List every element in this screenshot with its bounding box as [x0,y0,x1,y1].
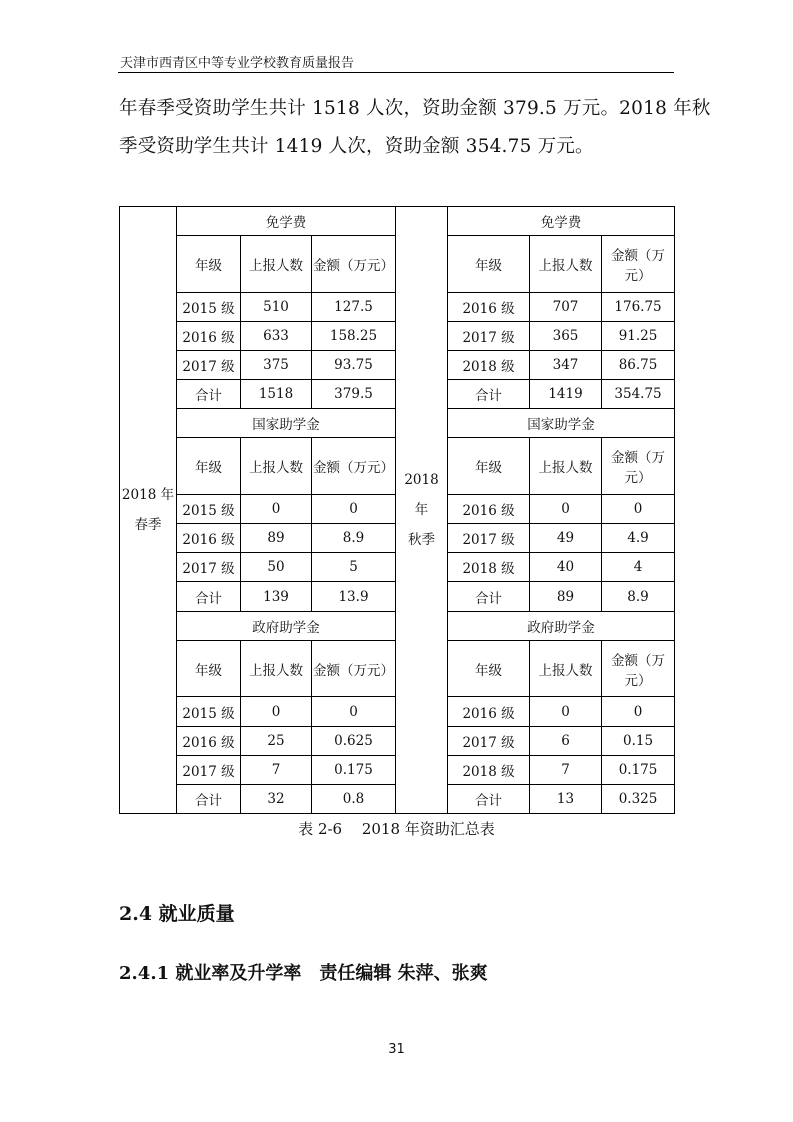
spring-season-label [120,207,177,814]
spring-grade-cell: 合计 [177,582,241,611]
autumn-header-amount: 金额（万元） [602,640,675,697]
subsection-heading: 2.4.1 就业率及升学率 责任编辑 朱萍、张爽 [119,963,488,984]
spring-amount-cell: 0 [312,697,396,726]
spring-header-grade: 年级 [177,640,241,697]
running-header: 天津市西青区中等专业学校教育质量报告 [120,56,355,71]
autumn-grade-cell: 2016 级 [448,495,530,524]
spring-header-amount: 金额（万元） [312,640,396,697]
section-title-row [120,207,675,236]
autumn-amount-cell: 0 [602,697,675,726]
autumn-grade-cell: 2016 级 [448,697,530,726]
spring-section-title: 政府助学金 [177,611,396,640]
autumn-section-title: 免学费 [448,207,675,236]
autumn-grade-cell: 2017 级 [448,322,530,351]
autumn-season-label [396,207,448,814]
spring-count-cell: 32 [241,784,312,813]
spring-count-cell: 50 [241,553,312,582]
autumn-header-count: 上报人数 [530,640,602,697]
autumn-count-cell: 1419 [530,380,602,409]
intro-line-1: 年春季受资助学生共计 1518 人次，资助金额 379.5 万元。2018 年秋 [119,98,711,119]
page-number: 31 [388,1042,405,1057]
spring-count-cell: 1518 [241,380,312,409]
spring-grade-cell: 2016 级 [177,726,241,755]
spring-grade-cell: 2015 级 [177,697,241,726]
autumn-amount-cell: 91.25 [602,322,675,351]
spring-amount-cell: 0.175 [312,755,396,784]
spring-amount-cell: 0.625 [312,726,396,755]
autumn-amount-cell: 4.9 [602,524,675,553]
spring-header-grade: 年级 [177,438,241,495]
autumn-header-grade: 年级 [448,438,530,495]
autumn-season-name: 秋季 [408,532,436,548]
spring-header-count: 上报人数 [241,438,312,495]
spring-count-cell: 633 [241,322,312,351]
autumn-grade-cell: 2017 级 [448,726,530,755]
autumn-header-amount: 金额（万元） [602,438,675,495]
autumn-amount-cell: 354.75 [602,380,675,409]
spring-grade-cell: 2017 级 [177,351,241,380]
autumn-count-cell: 365 [530,322,602,351]
autumn-amount-cell: 176.75 [602,292,675,321]
autumn-amount-cell: 0.325 [602,784,675,813]
autumn-grade-cell: 合计 [448,582,530,611]
autumn-count-cell: 40 [530,553,602,582]
spring-amount-cell: 379.5 [312,380,396,409]
autumn-section-title: 国家助学金 [448,409,675,438]
autumn-count-cell: 707 [530,292,602,321]
spring-season-year: 2018 年 [121,487,175,503]
autumn-grade-cell: 合计 [448,380,530,409]
spring-count-cell: 89 [241,524,312,553]
spring-amount-cell: 0 [312,495,396,524]
spring-amount-cell: 93.75 [312,351,396,380]
autumn-amount-cell: 0.175 [602,755,675,784]
spring-amount-cell: 127.5 [312,292,396,321]
spring-grade-cell: 合计 [177,784,241,813]
spring-amount-cell: 5 [312,553,396,582]
section-heading: 2.4 就业质量 [119,903,235,925]
autumn-count-cell: 89 [530,582,602,611]
autumn-amount-cell: 0.15 [602,726,675,755]
autumn-header-amount: 金额（万元） [602,236,675,293]
autumn-count-cell: 13 [530,784,602,813]
autumn-amount-cell: 0 [602,495,675,524]
spring-section-title: 国家助学金 [177,409,396,438]
spring-grade-cell: 2015 级 [177,495,241,524]
spring-grade-cell: 2017 级 [177,755,241,784]
autumn-grade-cell: 合计 [448,784,530,813]
spring-header-count: 上报人数 [241,640,312,697]
spring-grade-cell: 合计 [177,380,241,409]
autumn-grade-cell: 2018 级 [448,351,530,380]
autumn-count-cell: 49 [530,524,602,553]
autumn-header-grade: 年级 [448,236,530,293]
autumn-amount-cell: 86.75 [602,351,675,380]
spring-grade-cell: 2015 级 [177,292,241,321]
autumn-header-count: 上报人数 [530,236,602,293]
spring-header-amount: 金额（万元） [312,438,396,495]
spring-grade-cell: 2016 级 [177,524,241,553]
spring-count-cell: 25 [241,726,312,755]
spring-count-cell: 0 [241,495,312,524]
spring-count-cell: 7 [241,755,312,784]
spring-grade-cell: 2017 级 [177,553,241,582]
autumn-grade-cell: 2017 级 [448,524,530,553]
autumn-count-cell: 7 [530,755,602,784]
spring-season-name: 春季 [134,517,162,533]
autumn-grade-cell: 2018 级 [448,553,530,582]
spring-header-amount: 金额（万元） [312,236,396,293]
spring-count-cell: 0 [241,697,312,726]
spring-amount-cell: 0.8 [312,784,396,813]
spring-count-cell: 510 [241,292,312,321]
autumn-count-cell: 0 [530,697,602,726]
spring-count-cell: 375 [241,351,312,380]
autumn-count-cell: 347 [530,351,602,380]
autumn-header-count: 上报人数 [530,438,602,495]
autumn-header-grade: 年级 [448,640,530,697]
autumn-grade-cell: 2018 级 [448,755,530,784]
header-rule [118,72,674,73]
autumn-section-title: 政府助学金 [448,611,675,640]
spring-amount-cell: 158.25 [312,322,396,351]
intro-line-2: 季受资助学生共计 1419 人次，资助金额 354.75 万元。 [119,136,594,157]
aid-summary-table [119,206,675,814]
spring-grade-cell: 2016 级 [177,322,241,351]
autumn-count-cell: 0 [530,495,602,524]
autumn-count-cell: 6 [530,726,602,755]
autumn-season-year: 2018 年 [404,472,439,518]
spring-section-title: 免学费 [177,207,396,236]
spring-header-count: 上报人数 [241,236,312,293]
table-caption: 表 2-6 2018 年资助汇总表 [298,820,495,838]
spring-header-grade: 年级 [177,236,241,293]
autumn-amount-cell: 8.9 [602,582,675,611]
spring-amount-cell: 8.9 [312,524,396,553]
spring-count-cell: 139 [241,582,312,611]
spring-amount-cell: 13.9 [312,582,396,611]
autumn-amount-cell: 4 [602,553,675,582]
autumn-grade-cell: 2016 级 [448,292,530,321]
